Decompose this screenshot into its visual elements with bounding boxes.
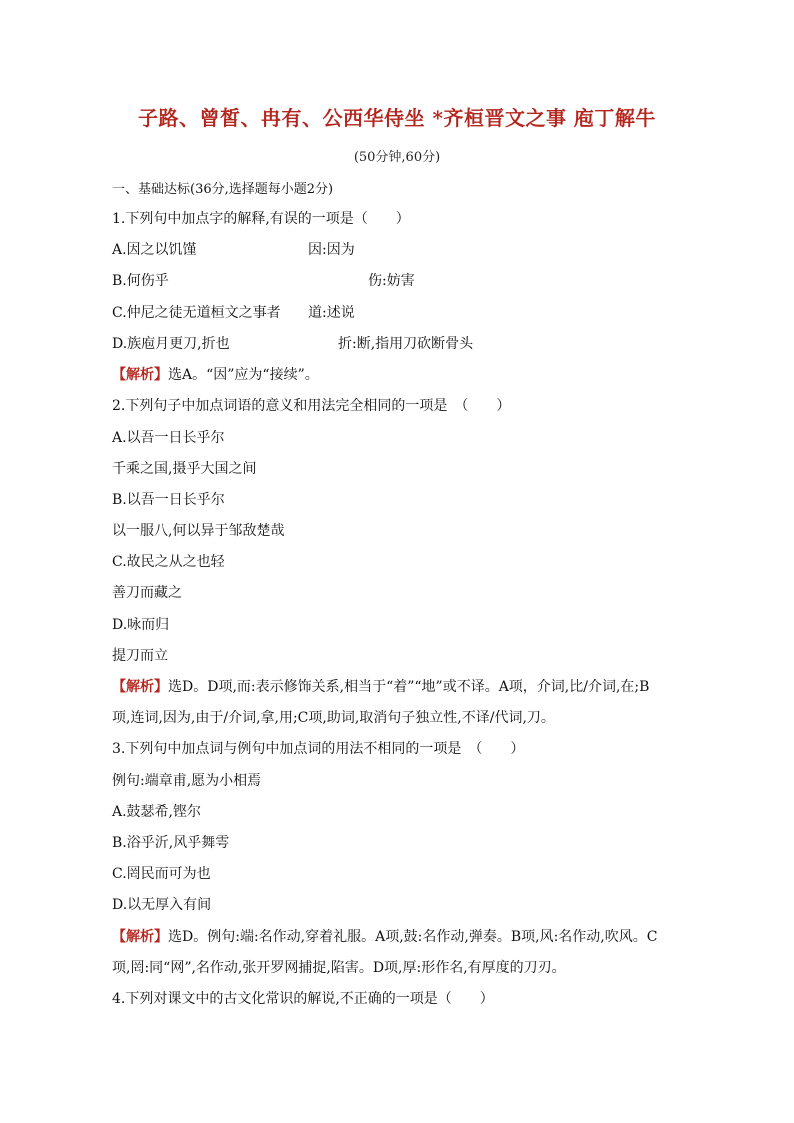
question-2-stem: 2.下列句子中加点词语的意义和用法完全相同的一项是 （ ） (112, 398, 511, 414)
question-1-option-d: D.族庖月更刀,折也 (112, 336, 230, 352)
question-3-line: B.浴乎沂,风乎舞雩 (112, 835, 230, 851)
question-4-stem: 4.下列对课文中的古文化常识的解说,不正确的一项是（ ） (112, 991, 494, 1007)
question-2-line: 千乘之国,摄乎大国之间 (112, 461, 257, 477)
question-2-line: C.故民之从之也轻 (112, 554, 225, 570)
analysis-text: 选A。“因”应为“接续”。 (168, 367, 319, 383)
question-3-line: A.鼓瑟希,铿尔 (112, 804, 202, 820)
question-2-line: 以一服八,何以异于邹敌楚哉 (112, 523, 285, 539)
question-3-line: D.以无厚入有间 (112, 897, 212, 913)
section-heading: 一、基础达标(36分,选择题每小题2分) (112, 182, 334, 197)
analysis-tag: 【解析】 (112, 929, 168, 945)
question-2-analysis-cont: 项,连词,因为,由于/介词,拿,用;C项,助词,取消句子独立性,不译/代词,刀。 (112, 710, 555, 726)
question-2-analysis (112, 676, 649, 696)
question-2-line: A.以吾一日长乎尔 (112, 430, 225, 446)
question-2-line: 提刀而立 (112, 648, 168, 664)
analysis-tag: 【解析】 (112, 367, 168, 383)
analysis-tag: 【解析】 (112, 679, 168, 695)
question-2-line: D.咏而归 (112, 617, 170, 633)
question-1-option-b: B.何伤乎 (112, 273, 169, 289)
question-1-option-b-gloss: 伤:妨害 (368, 273, 415, 289)
question-2-line: B.以吾一日长乎尔 (112, 492, 225, 508)
analysis-text: 选D。例句:端:名作动,穿着礼服。A项,鼓:名作动,弹奏。B项,风:名作动,吹风。C (168, 929, 658, 945)
question-2-line: 善刀而藏之 (112, 585, 182, 601)
question-1-option-c: C.仲尼之徒无道桓文之事者 (112, 305, 281, 321)
question-1-option-a-gloss: 因:因为 (308, 242, 355, 258)
question-3-analysis (112, 926, 657, 946)
analysis-text: 选D。D项,而:表示修饰关系,相当于“着”“地”或不译。A项，介词,比/介词,在;B (168, 679, 650, 695)
question-3-stem: 3.下列句中加点词与例句中加点词的用法不相同的一项是 （ ） (112, 741, 525, 757)
question-1-stem: 1.下列句中加点字的解释,有误的一项是（ ） (112, 211, 410, 227)
question-3-analysis-cont: 项,罔:同“网”,名作动,张开罗网捕捉,陷害。D项,厚:形作名,有厚度的刀刃。 (112, 960, 566, 976)
question-1-option-c-gloss: 道:述说 (308, 305, 355, 321)
page-subtitle: (50分钟,60分) (353, 150, 441, 165)
question-3-line: 例句:端章甫,愿为小相焉 (112, 773, 262, 789)
page-title: 子路、曾皙、冉有、公西华侍坐 *齐桓晋文之事 庖丁解牛 (138, 106, 656, 130)
question-3-line: C.罔民而可为也 (112, 866, 211, 882)
question-1-analysis (112, 364, 319, 384)
question-1-option-a: A.因之以饥馑 (112, 242, 197, 258)
question-1-option-d-gloss: 折:断,指用刀砍断骨头 (338, 336, 474, 352)
